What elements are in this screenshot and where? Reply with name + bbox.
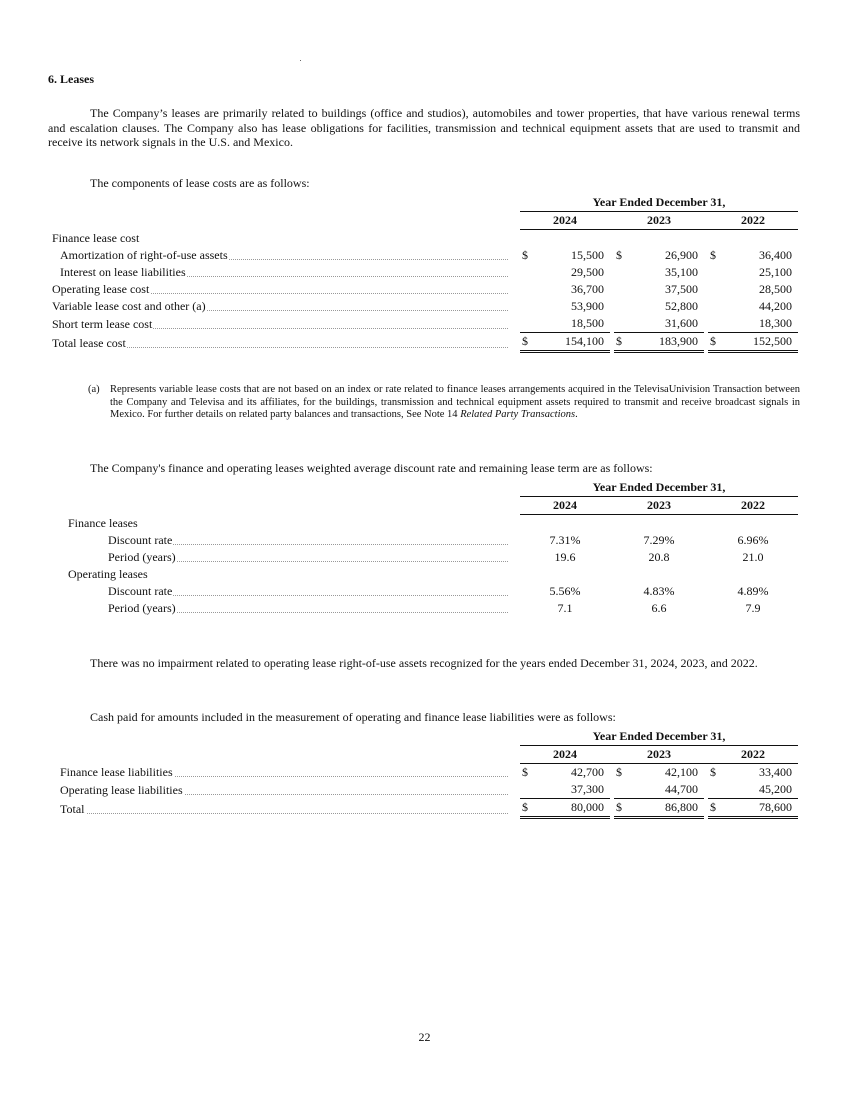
table-row xyxy=(52,281,798,298)
stray-mark xyxy=(300,60,301,61)
currency-symbol xyxy=(614,781,624,799)
lease-costs-intro: The components of lease costs are as follows: xyxy=(90,176,310,190)
currency-symbol: $ xyxy=(520,799,530,818)
currency-symbol: $ xyxy=(710,248,716,262)
year-col-2024: 2024 xyxy=(520,746,610,764)
row-label-text: Total xyxy=(60,801,85,816)
year-col-2023: 2023 xyxy=(614,497,704,515)
row-label xyxy=(52,764,512,782)
cell-value: 154,100 xyxy=(530,333,610,352)
row-label-text: Period (years) xyxy=(108,601,176,615)
currency-symbol xyxy=(520,281,530,298)
cell-value: 18,300 xyxy=(718,315,798,333)
table-row xyxy=(52,532,798,549)
currency-symbol xyxy=(520,264,530,281)
cell-value: 152,500 xyxy=(718,333,798,352)
row-label xyxy=(52,532,512,549)
currency-symbol: $ xyxy=(522,765,528,779)
cell-value: 5.56% xyxy=(549,584,581,598)
table-row xyxy=(52,600,798,617)
cell-value: 78,600 xyxy=(718,799,798,818)
currency-symbol xyxy=(520,298,530,315)
cell-value: 86,800 xyxy=(624,799,704,818)
currency-symbol: $ xyxy=(708,333,718,352)
year-col-2023: 2023 xyxy=(614,212,704,230)
currency-symbol xyxy=(708,298,718,315)
finance-lease-cost-label: Finance lease cost xyxy=(52,231,140,245)
currency-symbol xyxy=(614,281,624,298)
cell-value: 7.29% xyxy=(643,533,675,547)
row-label xyxy=(52,315,512,333)
cell-value: 37,300 xyxy=(530,781,610,799)
cell-value: 44,200 xyxy=(759,299,792,313)
year-col-2024: 2024 xyxy=(520,497,610,515)
year-ended-header: Year Ended December 31, xyxy=(520,194,798,212)
cell-value: 45,200 xyxy=(718,781,798,799)
group-row xyxy=(52,566,798,583)
cash-paid-intro: Cash paid for amounts included in the measurement of operating and finance lease liabilities were as follows: xyxy=(90,710,616,724)
currency-symbol: $ xyxy=(616,248,622,262)
row-label xyxy=(52,549,512,566)
row-label-text: Total lease cost xyxy=(52,335,126,350)
currency-symbol: $ xyxy=(520,333,530,352)
cell-value: 4.83% xyxy=(643,584,675,598)
group-label: Operating leases xyxy=(68,567,148,581)
row-label-text: Operating lease liabilities xyxy=(60,782,183,797)
cell-value: 36,700 xyxy=(571,282,604,296)
cell-value: 80,000 xyxy=(530,799,610,818)
currency-symbol xyxy=(520,315,530,333)
table-row xyxy=(52,264,798,281)
cell-value: 44,700 xyxy=(624,781,704,799)
cell-value: 18,500 xyxy=(530,315,610,333)
table-row xyxy=(52,799,798,818)
table-row xyxy=(52,549,798,566)
currency-symbol: $ xyxy=(522,248,528,262)
row-label xyxy=(52,781,512,799)
cell-value: 31,600 xyxy=(624,315,704,333)
row-label-text: Amortization of right-of-use assets xyxy=(60,248,228,262)
cell-value: 15,500 xyxy=(571,248,604,262)
cell-value: 42,700 xyxy=(571,765,604,779)
row-label xyxy=(52,333,512,352)
year-col-2022: 2022 xyxy=(708,746,798,764)
table-row xyxy=(52,583,798,600)
intro-paragraph: The Company’s leases are primarily related to buildings (office and studios), automobiles and tower properties, that have various renewal terms and escalation clauses. The Company also has lease obligations for facilities, transmission and technical equipment assets that are used to transmit and receive its network signals in the U.S. and Mexico. xyxy=(48,106,800,149)
year-col-2022: 2022 xyxy=(708,497,798,515)
currency-symbol xyxy=(614,315,624,333)
cell-value: 33,400 xyxy=(759,765,792,779)
year-col-2022: 2022 xyxy=(708,212,798,230)
section-heading: 6. Leases xyxy=(48,72,94,86)
impairment-paragraph: There was no impairment related to operating lease right-of-use assets recognized for the years ended December 31, 2024, 2023, and 2022. xyxy=(90,656,758,670)
cell-value: 53,900 xyxy=(571,299,604,313)
row-label-text: Finance lease liabilities xyxy=(60,765,173,779)
cell-value: 7.31% xyxy=(549,533,581,547)
table-row xyxy=(52,247,798,264)
footnote-italic-ref: Related Party Transactions xyxy=(460,409,576,420)
row-label xyxy=(52,583,512,600)
currency-symbol xyxy=(614,298,624,315)
table-row xyxy=(52,781,798,799)
lease-costs-table xyxy=(52,194,798,353)
cell-value: 25,100 xyxy=(759,265,792,279)
row-label-text: Operating lease cost xyxy=(52,282,150,296)
row-label-text: Discount rate xyxy=(108,533,173,547)
currency-symbol: $ xyxy=(710,765,716,779)
group-row xyxy=(52,515,798,533)
page-number: 22 xyxy=(418,1030,431,1044)
currency-symbol: $ xyxy=(614,799,624,818)
year-ended-header: Year Ended December 31, xyxy=(520,728,798,746)
row-label xyxy=(52,247,512,264)
row-label-text: Interest on lease liabilities xyxy=(60,265,186,279)
row-label xyxy=(52,264,512,281)
row-label-text: Period (years) xyxy=(108,550,176,564)
table-row xyxy=(52,764,798,782)
cell-value: 6.6 xyxy=(651,601,667,615)
cell-value: 20.8 xyxy=(648,550,670,564)
table-row xyxy=(52,298,798,315)
currency-symbol xyxy=(708,315,718,333)
table-row xyxy=(52,315,798,333)
cell-value: 28,500 xyxy=(759,282,792,296)
row-label xyxy=(52,298,512,315)
row-label-text: Discount rate xyxy=(108,584,173,598)
row-label-text: Short term lease cost xyxy=(52,316,153,331)
footnote-mark: (a) xyxy=(88,384,100,395)
currency-symbol xyxy=(708,781,718,799)
cell-value: 29,500 xyxy=(571,265,604,279)
currency-symbol: $ xyxy=(708,799,718,818)
cell-value: 21.0 xyxy=(742,550,764,564)
row-label-text: Variable lease cost and other (a) xyxy=(52,299,206,313)
discount-rate-table xyxy=(52,479,798,617)
cell-value: 7.9 xyxy=(745,601,761,615)
currency-symbol: $ xyxy=(614,333,624,352)
currency-symbol xyxy=(614,264,624,281)
cell-value: 36,400 xyxy=(759,248,792,262)
currency-symbol: $ xyxy=(616,765,622,779)
cell-value: 6.96% xyxy=(737,533,769,547)
cell-value: 183,900 xyxy=(624,333,704,352)
rates-intro: The Company's finance and operating leases weighted average discount rate and remaining lease term are as follows: xyxy=(90,461,653,475)
year-col-2024: 2024 xyxy=(520,212,610,230)
group-label: Finance leases xyxy=(68,516,138,530)
cell-value: 4.89% xyxy=(737,584,769,598)
year-col-2023: 2023 xyxy=(614,746,704,764)
footnote-end: . xyxy=(575,409,578,420)
cell-value: 7.1 xyxy=(557,601,573,615)
row-label xyxy=(52,281,512,298)
cell-value: 37,500 xyxy=(665,282,698,296)
footnote-text: Represents variable lease costs that are not based on an index or rate related to finance leases arrangements acquired in the TelevisaUnivision Transaction between the Company and Televisa and its affiliates, for the buildings, transmission and technical equipment assets required to transmit and receive broadcast signals in Mexico. For further details on related party balances and transactions, See Note 14 xyxy=(110,384,800,420)
cell-value: 19.6 xyxy=(554,550,576,564)
cell-value: 52,800 xyxy=(665,299,698,313)
cell-value: 35,100 xyxy=(665,265,698,279)
currency-symbol xyxy=(520,781,530,799)
row-label xyxy=(52,799,512,818)
cell-value: 42,100 xyxy=(665,765,698,779)
row-label xyxy=(52,600,512,617)
cash-paid-table xyxy=(52,728,798,819)
footnote-a xyxy=(88,384,800,422)
year-ended-header: Year Ended December 31, xyxy=(520,479,798,497)
currency-symbol xyxy=(708,281,718,298)
cell-value: 26,900 xyxy=(665,248,698,262)
table-row xyxy=(52,333,798,352)
currency-symbol xyxy=(708,264,718,281)
